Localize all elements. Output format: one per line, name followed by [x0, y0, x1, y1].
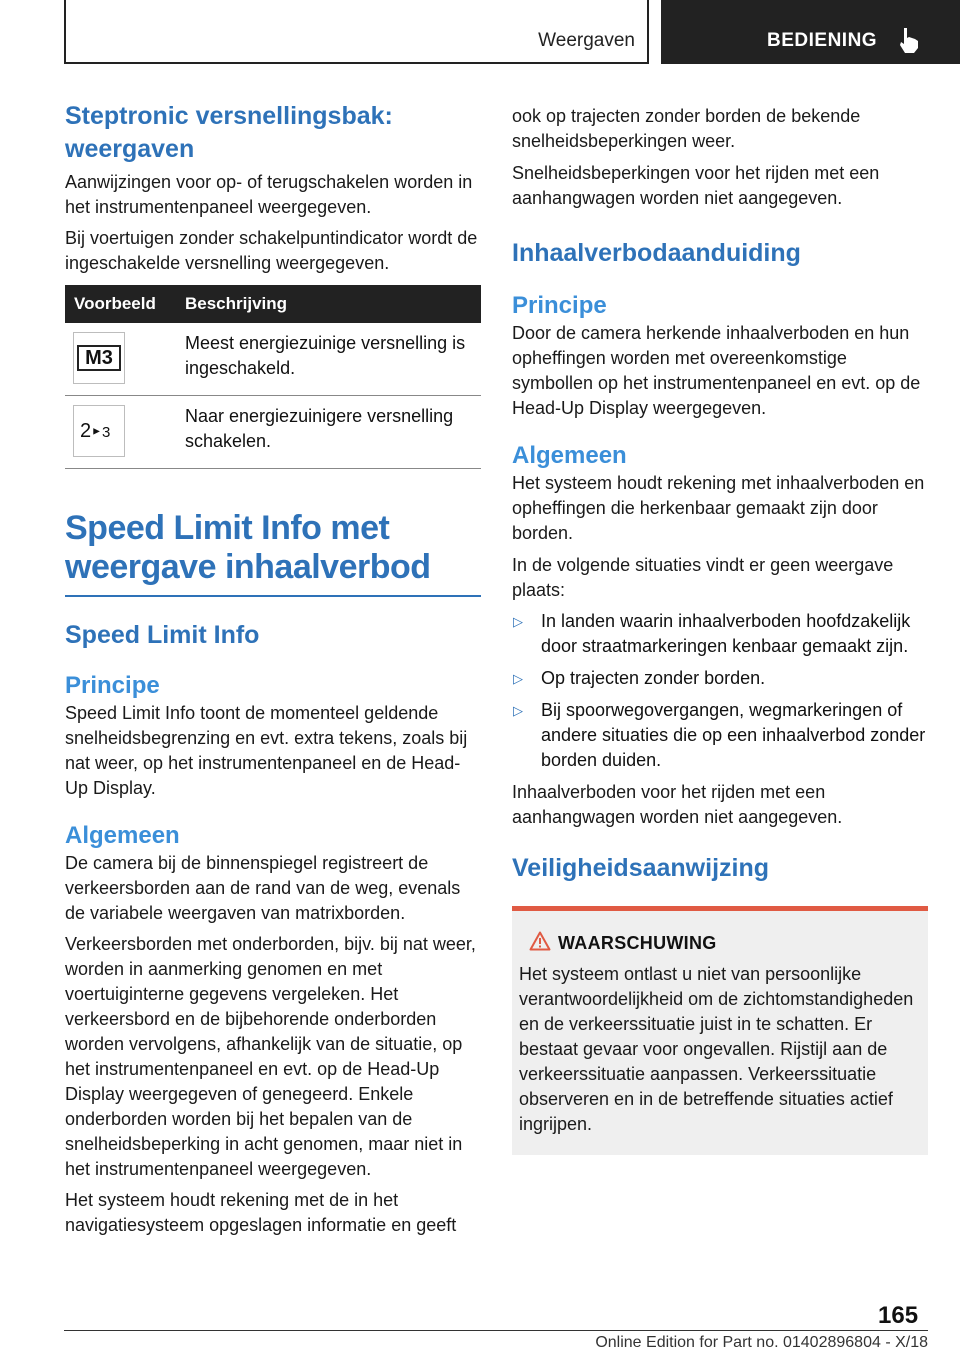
left-column [65, 100, 481, 1238]
algemeen-paragraph-3: Inhaalverboden voor het rijden met een aanhangwagen worden niet aangegeven. [512, 782, 843, 827]
column-header-example: Voorbeeld [65, 285, 185, 323]
page-header [0, 0, 960, 66]
edition-footer: Online Edition for Part no. 01402896804 - X/18 [595, 1334, 928, 1351]
list-item: ▷ In landen waarin inhaalverboden hoofdzakelijk door straatmarkeringen kenbaar gemaakt zijn. [513, 611, 911, 656]
list-item: ▷ Bij spoorwegovergangen, wegmarkeringen of andere situaties die op een inhaalverbod zonder borden duiden. [513, 700, 926, 770]
warning-title: WAARSCHUWING [558, 933, 717, 953]
algemeen-heading: Algemeen [512, 442, 627, 469]
chapter-tab-label: Weergaven [538, 30, 635, 51]
footer-divider [64, 1330, 928, 1331]
speed-limit-info-subheading: Speed Limit Info [65, 621, 260, 649]
steptronic-heading: Steptronic versnellingsbak: weergaven [65, 102, 393, 163]
chapter-tab [64, 0, 649, 64]
triangle-bullet-icon: ▷ [513, 671, 523, 686]
column-header-description: Beschrijving [185, 285, 481, 323]
principe-heading: Principe [65, 672, 160, 699]
page-number: 165 [878, 1302, 919, 1329]
triangle-bullet-icon: ▷ [513, 703, 523, 718]
continued-paragraph-2: Snelheidsbeperkingen voor het rijden met een aanhangwagen worden niet aangegeven. [512, 163, 880, 208]
manual-gear-icon [73, 332, 125, 384]
steptronic-paragraph-1: Aanwijzingen voor op- of terugschakelen worden in het instrumentenpaneel weergegeven. [65, 172, 473, 217]
gear-to-label: 3 [102, 424, 111, 441]
gear-from-label: 2 [80, 420, 92, 442]
continued-paragraph-1: ook op trajecten zonder borden de bekende snelheidsbeperkingen weer. [512, 106, 861, 151]
right-column [512, 104, 928, 1155]
algemeen-paragraph-2: In de volgende situaties vindt er geen weergave plaats: [512, 555, 894, 600]
algemeen-heading: Algemeen [65, 822, 180, 849]
veiligheid-heading: Veiligheidsaanwijzing [512, 854, 770, 882]
steptronic-paragraph-2: Bij voertuigen zonder schakelpuntindicator wordt de ingeschakelde versnelling weergegeven. [65, 228, 478, 273]
table-row [65, 396, 481, 469]
pointing-hand-icon [897, 26, 921, 54]
table-row [65, 323, 481, 396]
gear-indicator-table [65, 285, 481, 469]
principe-paragraph: Speed Limit Info toont de momenteel geldende snelheidsbegrenzing en evt. extra tekens, zoals bij nat weer, op het instrumentenpaneel en de Head-Up Display. [65, 703, 468, 798]
algemeen-paragraph-2: Verkeersborden met onderborden, bijv. bij nat weer, worden in aanmerking genomen en met voertuiginterne gegevens vergeleken. Het verkeersbord en de bijbehorende onderborden worden vervolgens, afhankelijk van de situatie, op het instrumentenpaneel en evt. op de Head-Up Display weergegeven of genegeerd. Enkele onderborden worden bij het bepalen van de snelheidsbeperking in acht genomen, maar niet in het instrumentenpaneel weergegeven. [65, 934, 476, 1179]
table-header-row [65, 285, 481, 323]
arrow-right-icon: ► [91, 425, 103, 438]
principe-paragraph: Door de camera herkende inhaalverboden en hun opheffingen worden met overeenkomstige symbollen op het instrumentenpaneel en evt. op de Head-Up Display weergegeven. [512, 323, 921, 418]
warning-triangle-icon [529, 931, 551, 951]
shift-up-icon [73, 405, 125, 457]
row-description: Naar energiezuinigere versnelling schakelen. [185, 396, 481, 469]
speed-limit-info-heading: Speed Limit Info met weergave inhaalverbod [65, 509, 431, 586]
no-display-situations-list [512, 609, 928, 773]
row-description: Meest energiezuinige versnelling is ingeschakeld. [185, 323, 481, 396]
algemeen-paragraph-3: Het systeem houdt rekening met de in het navigatiesysteem opgeslagen informatie en geeft [65, 1190, 457, 1235]
section-tab [661, 0, 960, 64]
chapter-heading-block [65, 509, 481, 597]
gear-icon-label: M3 [77, 345, 121, 371]
section-tab-label: BEDIENING [767, 30, 878, 51]
algemeen-paragraph-1: De camera bij de binnenspiegel registreert de verkeersborden aan de rand van de weg, evenals de variabele weergaven van matrixborden. [65, 853, 461, 923]
warning-box [512, 906, 928, 1155]
list-item: ▷ Op trajecten zonder borden. [512, 666, 928, 691]
algemeen-paragraph-1: Het systeem houdt rekening met inhaalverboden en opheffingen die herkenbaar gemaakt zijn door borden. [512, 473, 925, 543]
triangle-bullet-icon: ▷ [513, 614, 523, 629]
inhaalverbod-heading: Inhaalverbodaanduiding [512, 239, 801, 267]
principe-heading: Principe [512, 292, 607, 319]
warning-text: Het systeem ontlast u niet van persoonlijke verantwoordelijkheid om de zichtomstandigheden en de verkeerssituatie juist in te schatten. Er bestaat gevaar voor ongevallen. Rijstijl aan de verkeerssituatie aanpassen. Verkeerssituatie observeren en in de betreffende situaties actief ingrijpen. [519, 964, 914, 1134]
